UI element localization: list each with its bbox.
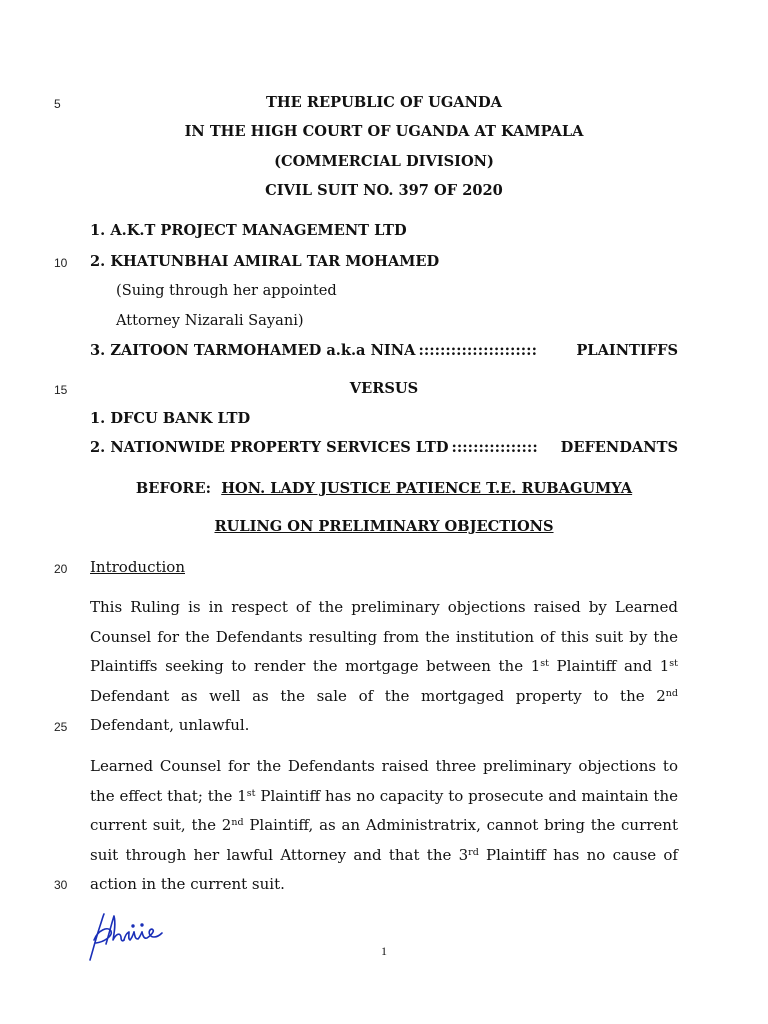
introduction-paragraph-1 (90, 593, 678, 741)
plaintiff-2: 2. KHATUNBHAI AMIRAL TAR MOHAMED (90, 253, 440, 270)
line-number-5: 5 (54, 97, 61, 111)
defendant-dots: :::::::::::::::: (451, 439, 538, 456)
defendant-2-row (90, 439, 678, 456)
line-number-25: 25 (54, 720, 68, 734)
page-number: 1 (381, 944, 387, 958)
para1-sup-2: st (669, 658, 678, 670)
defendant-2: 2. NATIONWIDE PROPERTY SERVICES LTD (90, 439, 449, 456)
before-label: BEFORE: (135, 480, 212, 497)
para2-text-d: Plaintiff has no cause of action in the current suit. (90, 845, 678, 894)
before-line (0, 480, 768, 497)
versus-label: VERSUS (349, 380, 419, 397)
introduction-heading: Introduction (90, 558, 185, 576)
para1-text-c: Defendant as well as the sale of the mortgaged property to the 2 (90, 686, 666, 705)
para2-text-b: Plaintiff has no capacity to prosecute and maintain the current suit, the 2 (90, 786, 678, 835)
line-number-10: 10 (54, 256, 68, 270)
header-court: IN THE HIGH COURT OF UGANDA AT KAMPALA (184, 123, 584, 140)
para2-sup-1: st (246, 787, 256, 799)
plaintiff-1: 1. A.K.T PROJECT MANAGEMENT LTD (90, 222, 407, 239)
plaintiffs-role: PLAINTIFFS (576, 342, 678, 359)
header-division: (COMMERCIAL DIVISION) (274, 153, 494, 170)
plaintiff-3-row (90, 342, 678, 359)
para1-text-a: This Ruling is in respect of the preliminary objections raised by Learned Counsel for the Defendants resulting from the institution of this suit by the Plaintiffs seeking to render the mortgage between the 1 (90, 598, 678, 676)
ruling-title-text: RULING ON PRELIMINARY OBJECTIONS (214, 518, 554, 535)
header-suit-number: CIVIL SUIT NO. 397 OF 2020 (265, 182, 503, 199)
defendants-role: DEFENDANTS (560, 439, 678, 456)
para1-sup-3: nd (665, 687, 678, 699)
plaintiff-2-note-line1: (Suing through her appointed (116, 282, 337, 299)
para2-text-c: Plaintiff, as an Administratrix, cannot bring the current suit through her lawful Attorney and that the 3 (90, 816, 678, 864)
line-number-15: 15 (54, 383, 68, 397)
header-republic: THE REPUBLIC OF UGANDA (266, 94, 502, 111)
introduction-paragraph-2 (90, 752, 678, 900)
plaintiff-dots: :::::::::::::::::::::: (418, 342, 537, 359)
plaintiff-2-note-line2: Attorney Nizarali Sayani) (116, 312, 304, 329)
line-number-20: 20 (54, 562, 68, 576)
para1-text-d: Defendant, unlawful. (90, 716, 250, 735)
judge-name: HON. LADY JUSTICE PATIENCE T.E. RUBAGUMYA (221, 480, 633, 497)
para2-text-a: Learned Counsel for the Defendants raised three preliminary objections to the effect that; the 1 (90, 757, 678, 805)
ruling-title (0, 518, 768, 535)
defendant-1: 1. DFCU BANK LTD (90, 410, 251, 427)
plaintiff-3: 3. ZAITOON TARMOHAMED a.k.a NINA (90, 342, 416, 359)
para2-sup-3: rd (468, 846, 479, 858)
para2-sup-2: nd (231, 817, 244, 829)
para1-sup-1: st (540, 658, 549, 670)
line-number-30: 30 (54, 878, 68, 892)
para1-text-b: Plaintiff and 1 (548, 657, 670, 676)
